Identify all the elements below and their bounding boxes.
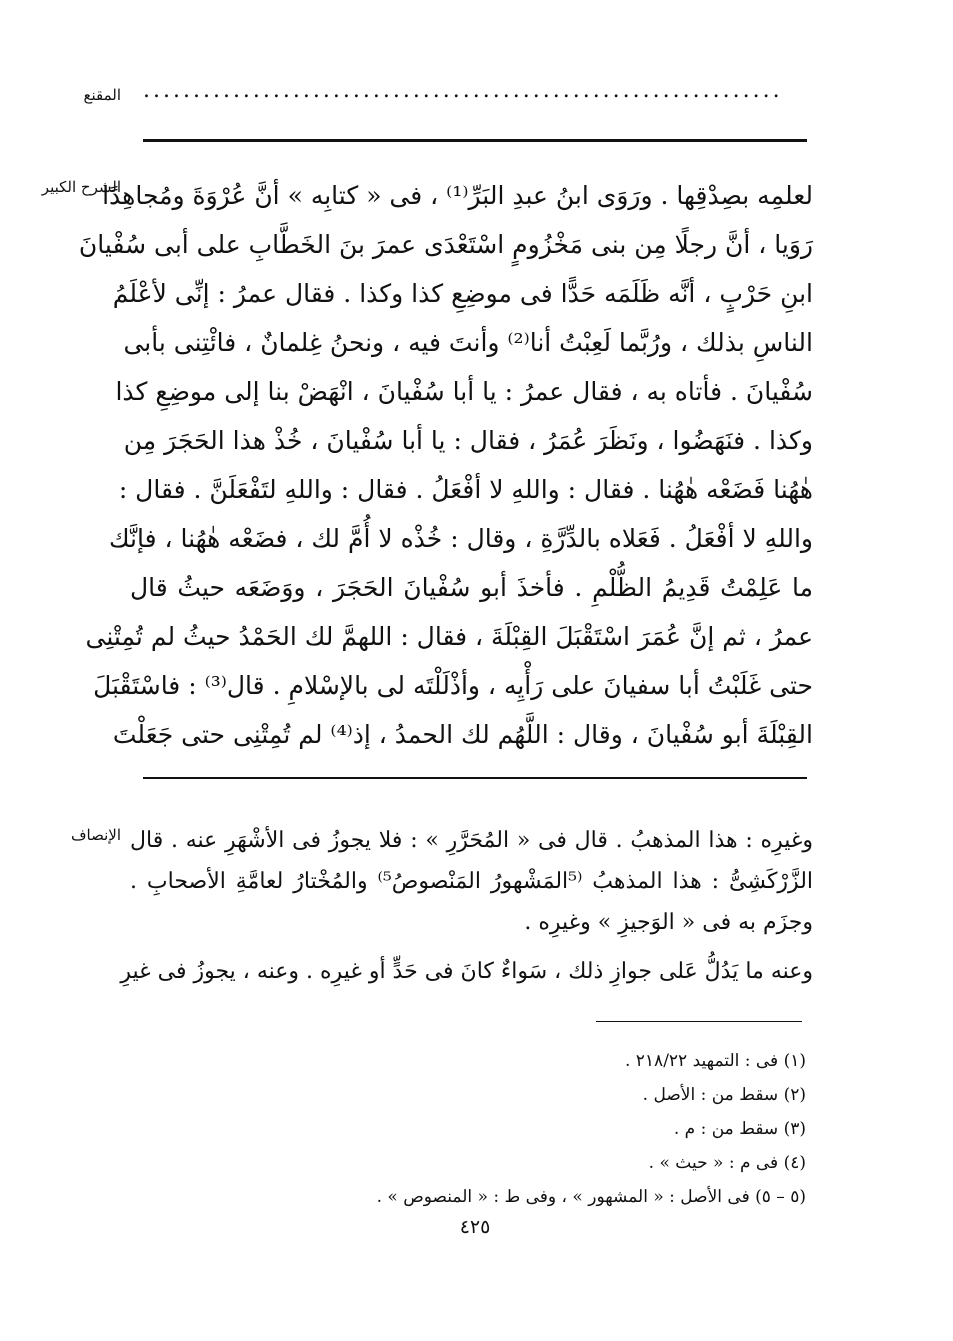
footnote-rule [596, 1021, 802, 1022]
footnote: (٥ – ٥) فى الأصل : « المشهور » ، وفى ط : « المنصوص » . [376, 1187, 806, 1207]
text-line: لعلمِه بصِدْقِها . ورَوَى ابنُ عبدِ البَرِّ⁽¹⁾ ، فى « كتابِه » أنَّ عُرْوَةَ ومُجاهِدًا [102, 181, 813, 210]
running-header-title: المقنع [83, 86, 121, 104]
text-line: وكذا . فنَهَضُوا ، ونَظَرَ عُمَرُ ، فقال : يا أبا سُفْيانَ ، خُذْ هذا الحَجَرَ مِن [123, 426, 813, 455]
text-line: رَوَيا ، أنَّ رجلًا مِن بنى مَخْزُومٍ اسْتَعْدَى عمرَ بنَ الخَطَّابِ على أبى سُفْيانَ [78, 230, 813, 259]
footnote: (١) فى : التمهيد ٢١٨/٢٢ . [624, 1051, 806, 1071]
section-divider [143, 777, 807, 779]
footnote: (٤) فى م : « حيث » . [648, 1153, 806, 1173]
text-line: واللهِ لا أفْعَلُ . فَعَلاه بالدِّرَّةِ ، وقال : خُذْه لا أُمَّ لك ، فضَعْه هٰهُنا ، فإنَّك [108, 524, 813, 553]
footnotes [306, 1044, 806, 1214]
text-line: وجزَم به فى « الوَجيزِ » وغيرِه . [524, 910, 813, 935]
text-line: سُفْيانَ . فأتاه به ، فقال عمرُ : يا أبا سُفْيانَ ، انْهَضْ بنا إلى موضِعِ كذا [115, 377, 813, 406]
text-line: هٰهُنا فَضَعْه هٰهُنا . فقال : واللهِ لا أفْعَلُ . فقال : واللهِ لتَفْعَلَنَّ . فقال : [118, 475, 813, 504]
text-line: وعنه ما يَدُلُّ عَلى جوازِ ذلك ، سَواءٌ كانَ فى حَدٍّ أو غيرِه . وعنه ، يجوزُ فى غيرِ [120, 959, 813, 984]
header-rule [143, 139, 807, 142]
text-line: عمرُ ، ثم إنَّ عُمَرَ اسْتَقْبَلَ القِبْلَةَ ، فقال : اللهمَّ لك الحَمْدُ حيثُ لم تُمِتْنِى [85, 622, 813, 651]
text-line: الناسِ بذلك ، ورُبَّما لَعِبْتُ أنا⁽²⁾ وأنتَ فيه ، ونحنُ غِلمانٌ ، فائْتِنى بأبى [123, 328, 813, 357]
text-line: وغيرِه : هذا المذهبُ . قال فى « المُحَرَّرِ » : فلا يجوزُ فى الأشْهَرِ عنه . قال [130, 828, 813, 853]
text-line: ابنِ حَرْبٍ ، أنَّه ظَلَمَه حَدًّا فى موضِعِ كذا وكذا . فقال عمرُ : إنِّى لأعْلَمُ [112, 279, 813, 308]
insaf-text [120, 820, 814, 992]
footnote: (٣) سقط من : م . [673, 1119, 806, 1139]
side-label-sharh: الشرح الكبير [41, 178, 121, 196]
page-number: ٤٢٥ [459, 1216, 491, 1238]
text-line: حتى غَلَبْتُ أبا سفيانَ على رَأْيِه ، وأذْلَلْتَه لى بالإسْلامِ . قال⁽³⁾ : فاسْتَقْبَلَ [93, 671, 813, 700]
footnote: (٢) سقط من : الأصل . [642, 1085, 806, 1105]
text-line: القِبْلَةَ أبو سُفْيانَ ، وقال : اللَّهُم لك الحمدُ ، إذ⁽⁴⁾ لم تُمِتْنِى حتى جَعَلْتَ [112, 720, 813, 749]
side-label-insaf: الإنصاف [70, 826, 121, 844]
text-line: ما عَلِمْتُ قَدِيمُ الظُّلْمِ . فأخذَ أبو سُفْيانَ الحَجَرَ ، ووَضَعَه حيثُ قال [130, 573, 813, 602]
text-line: الزَّرْكَشِىُّ : هذا المذهبُ ⁽⁵المَشْهورُ المَنْصوصُ⁵⁾ والمُخْتارُ لعامَّةِ الأصحابِ . [130, 869, 814, 894]
running-header-dots: ................................................................ [143, 78, 783, 103]
